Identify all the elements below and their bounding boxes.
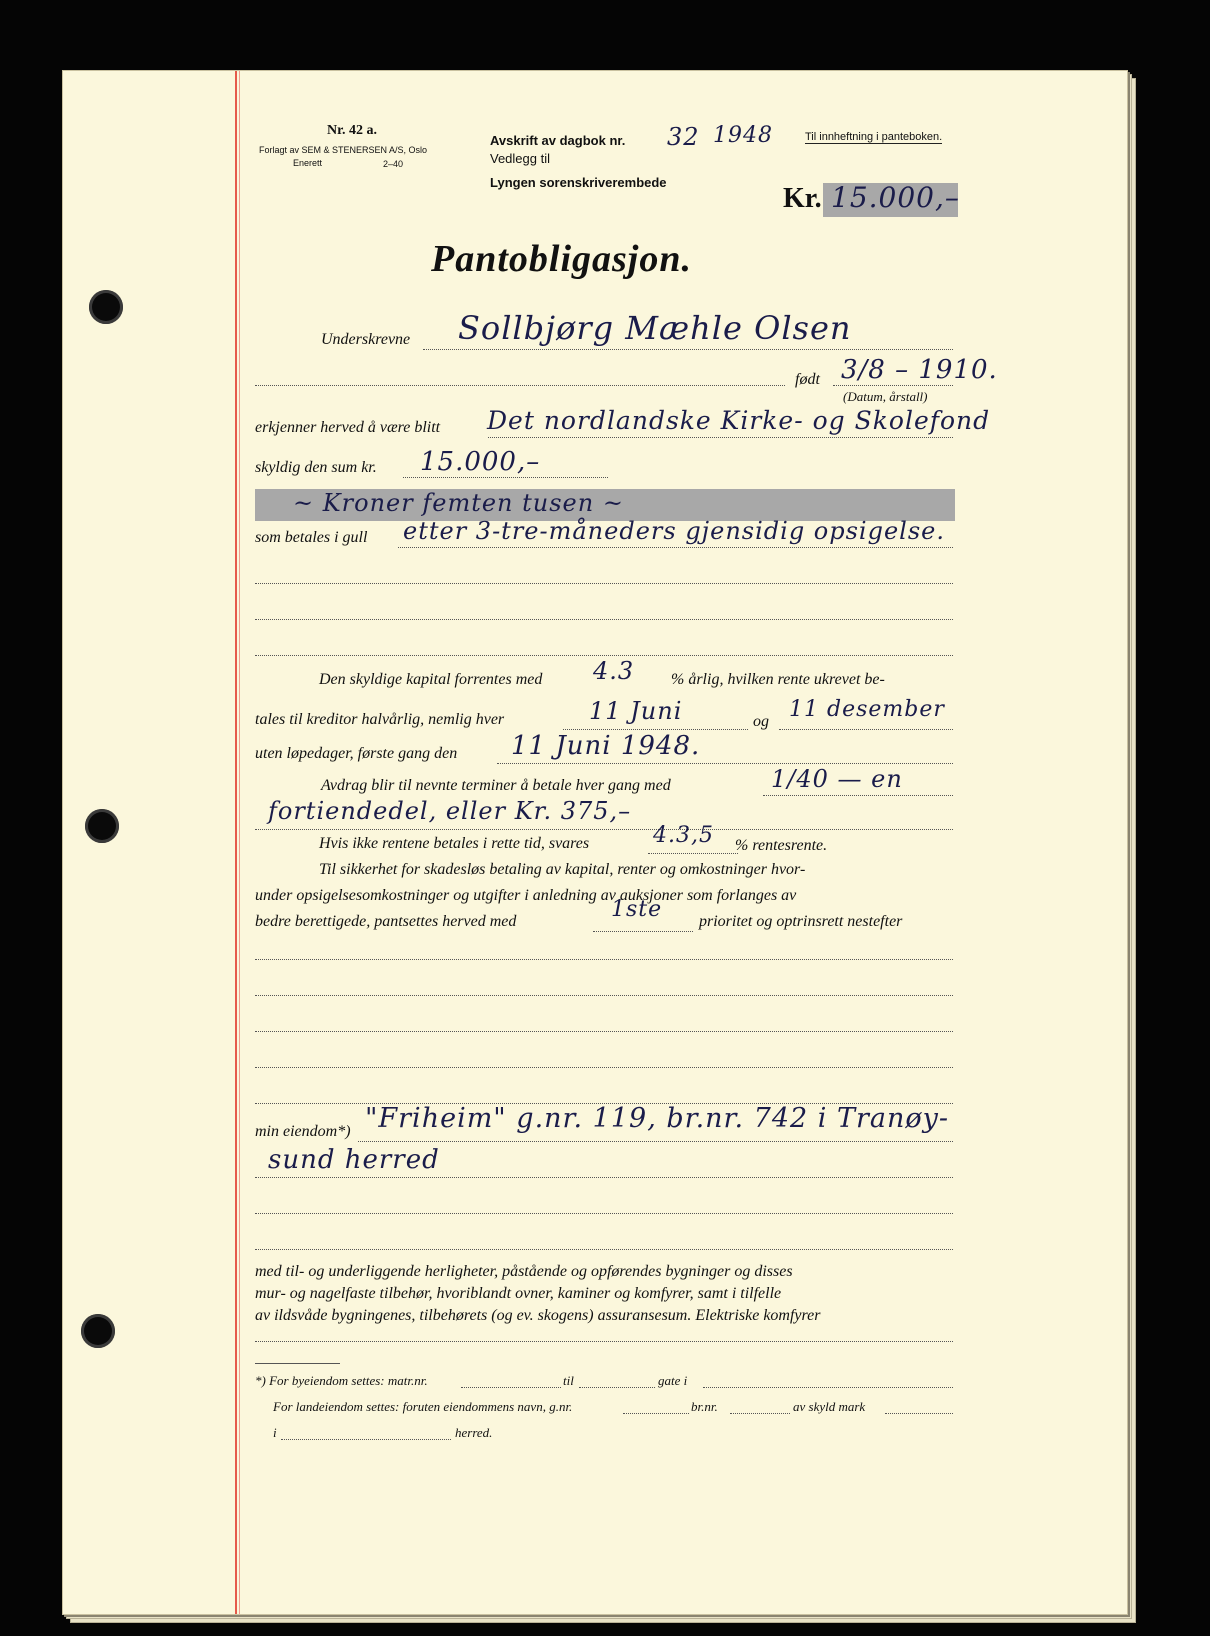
- fill-line: [255, 619, 953, 620]
- fill-line: [255, 655, 953, 656]
- copyright: Enerett: [293, 158, 323, 168]
- og-label: og: [753, 713, 769, 730]
- page-title: Pantobligasjon.: [431, 238, 692, 280]
- eiendom-value-2: sund herred: [268, 1145, 440, 1175]
- fill-line: [255, 583, 953, 584]
- fill-line: [648, 853, 738, 854]
- skyldig-value: 15.000,–: [420, 447, 541, 477]
- document-page: [62, 70, 1128, 1615]
- fill-line: [255, 959, 953, 960]
- security-text-a: Til sikkerhet for skadesløs betaling av kapital, renter og omkostninger hvor-: [319, 861, 806, 878]
- margin-line: [235, 71, 237, 1614]
- punch-hole: [81, 1314, 115, 1348]
- footnote-2b: br.nr.: [691, 1399, 718, 1414]
- avdrag-fraction-cont: fortiendedel, eller Kr. 375,–: [268, 797, 632, 825]
- fill-line: [255, 1341, 953, 1342]
- fill-line: [563, 729, 748, 730]
- eiendom-value: "Friheim" g.nr. 119, br.nr. 742 i Tranøy-: [365, 1103, 950, 1134]
- erkjenner-value: Det nordlandske Kirke- og Skolefond: [487, 406, 991, 435]
- fill-line: [255, 995, 953, 996]
- fill-line: [403, 477, 608, 478]
- interest-text-a: Den skyldige kapital forrentes med: [319, 671, 543, 688]
- footnote-1c: gate i: [658, 1373, 688, 1388]
- dagbok-number: 32: [667, 123, 700, 151]
- security-text-b: under opsigelsesomkostninger og utgifter i anledning av auksjoner som forlanges av: [255, 887, 797, 904]
- eiendom-label: min eiendom*): [255, 1123, 351, 1140]
- interest-rate: 4.3: [593, 657, 635, 685]
- punch-hole: [89, 290, 123, 324]
- penalty-text-a: Hvis ikke rentene betales i rette tid, svares: [319, 835, 590, 852]
- first-date: 11 Juni 1948.: [511, 731, 701, 761]
- closing-text-a: med til- og underliggende herligheter, påstående og opførendes bygninger og disses: [255, 1263, 793, 1280]
- fill-line: [497, 763, 953, 764]
- fill-line: [398, 547, 953, 548]
- fill-line: [730, 1413, 790, 1414]
- fill-line: [255, 1031, 953, 1032]
- stamp-line-3: Lyngen sorenskriverembede: [490, 175, 667, 190]
- closing-text-c: av ildsvåde bygningenes, tilbehørets (og ev. skogens) assuransesum. Elektriske komfyrer: [255, 1307, 821, 1324]
- fodt-hint: (Datum, årstall): [843, 389, 928, 404]
- fill-line: [885, 1413, 953, 1414]
- stamp-line-1: Avskrift av dagbok nr.: [490, 133, 626, 148]
- underskrevne-label: Underskrevne: [321, 331, 411, 348]
- fill-line: [703, 1387, 953, 1388]
- fill-line: [779, 729, 953, 730]
- edition: 2–40: [383, 159, 404, 169]
- fill-line: [255, 1249, 953, 1250]
- footnote-2c: av skyld mark: [793, 1399, 866, 1414]
- security-text-d: prioritet og optrinsrett nestefter: [699, 913, 903, 930]
- footnote-3a: i: [273, 1425, 277, 1440]
- interest-text-d: uten løpedager, første gang den: [255, 745, 458, 762]
- footnote-rule: [255, 1363, 340, 1364]
- gull-value: etter 3-tre-måneders gjensidig opsigelse.: [403, 517, 945, 545]
- footnote-3b: herred.: [455, 1425, 493, 1440]
- underskrevne-value: Sollbjørg Mæhle Olsen: [458, 309, 852, 347]
- stamp-line-2: Vedlegg til: [490, 151, 550, 166]
- term-date-1: 11 Juni: [589, 697, 683, 725]
- interest-text-c: tales til kreditor halvårlig, nemlig hver: [255, 711, 505, 728]
- priority-value: 1ste: [611, 897, 663, 922]
- closing-text-b: mur- og nagelfaste tilbehør, hvoriblandt ovner, kaminer og komfyrer, samt i tilfelle: [255, 1285, 782, 1302]
- kr-amount: 15.000,–: [831, 181, 960, 214]
- fill-line: [255, 1067, 953, 1068]
- fill-line: [833, 385, 953, 386]
- form-number: Nr. 42 a.: [327, 123, 378, 138]
- kr-label: Kr.: [783, 183, 822, 214]
- avdrag-text: Avdrag blir til nevnte terminer å betale hver gang med: [321, 777, 671, 794]
- fill-line: [358, 1141, 953, 1142]
- fill-line: [423, 349, 953, 350]
- fill-line: [579, 1387, 655, 1388]
- fill-line: [461, 1387, 561, 1388]
- avdrag-fraction: 1/40 — en: [771, 765, 903, 793]
- footnote-2a: For landeiendom settes: foruten eiendommens navn, g.nr.: [273, 1399, 573, 1414]
- penalty-rate: 4.3,5: [653, 823, 714, 848]
- penalty-text-b: % rentesrente.: [735, 837, 828, 854]
- dagbok-year: 1948: [713, 123, 773, 148]
- fill-line: [281, 1439, 451, 1440]
- footnote-1a: *) For byeiendom settes: matr.nr.: [255, 1373, 428, 1388]
- skyldig-label: skyldig den sum kr.: [255, 459, 377, 476]
- gull-label: som betales i gull: [255, 529, 368, 546]
- fill-line: [488, 437, 953, 438]
- fill-line: [255, 1177, 953, 1178]
- fill-line: [255, 385, 785, 386]
- fill-line: [255, 829, 953, 830]
- publisher: Forlagt av SEM & STENERSEN A/S, Oslo: [259, 145, 428, 155]
- fill-line: [593, 931, 693, 932]
- right-note: Til innheftning i panteboken.: [805, 131, 943, 143]
- fill-line: [255, 1213, 953, 1214]
- erkjenner-label: erkjenner herved å være blitt: [255, 419, 441, 436]
- margin-line: [239, 71, 240, 1614]
- interest-text-b: % årlig, hvilken rente ukrevet be-: [671, 671, 885, 688]
- security-text-c: bedre berettigede, pantsettes herved med: [255, 913, 517, 930]
- punch-hole: [85, 809, 119, 843]
- amount-in-words: ~ Kroner femten tusen ~: [293, 489, 624, 517]
- fill-line: [623, 1413, 689, 1414]
- term-date-2: 11 desember: [789, 697, 945, 722]
- fodt-label: født: [795, 371, 820, 388]
- fodt-value: 3/8 – 1910.: [841, 355, 998, 385]
- fill-line: [763, 795, 953, 796]
- footnote-1b: til: [563, 1373, 574, 1388]
